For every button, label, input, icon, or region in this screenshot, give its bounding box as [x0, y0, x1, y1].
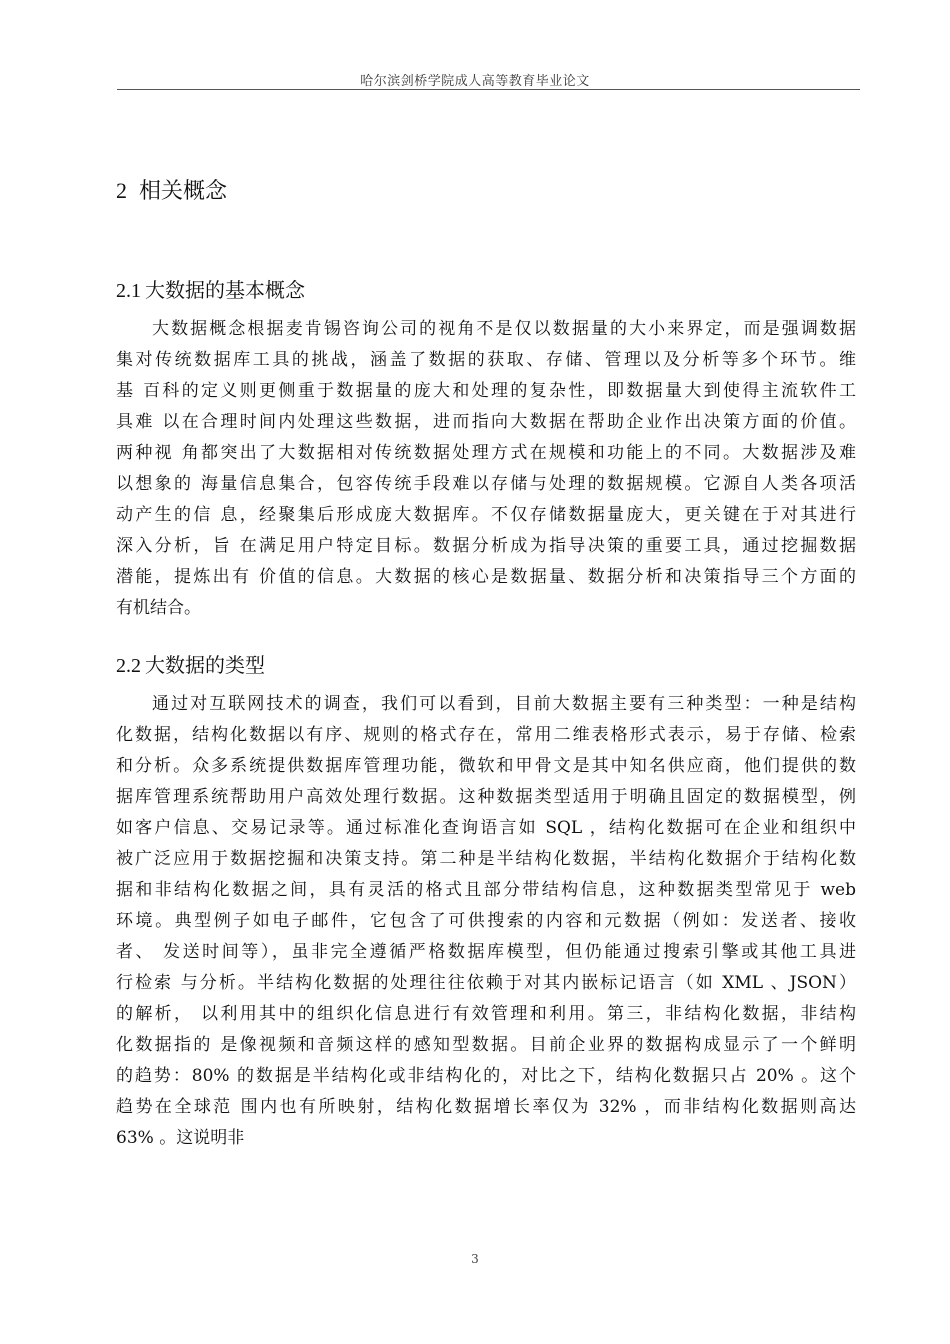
- text-line: 深入分析，旨 在满足用户特定目标。数据分析成为指导决策的重要工具，通过挖掘数据: [116, 536, 856, 556]
- chapter-title-text: 相关概念: [139, 179, 228, 204]
- text-line: 化数据，结构化数据以有序、规则的格式存在，常用二维表格形式表示，易于存储、检索: [116, 725, 856, 745]
- text-line: 化数据指的 是像视频和音频这样的感知型数据。目前企业界的数据构成显示了一个鲜明: [116, 1035, 856, 1055]
- text-line: 者、 发送时间等），虽非完全遵循严格数据库模型，但仍能通过搜索引擎或其他工具进: [116, 942, 856, 962]
- text-line: 动产生的信 息，经聚集后形成庞大数据库。不仅存储数据量庞大，更关键在于对其进行: [116, 505, 856, 525]
- text-line: 据和非结构化数据之间，具有灵活的格式且部分带结构信息，这种数据类型常见于 web: [116, 880, 856, 900]
- text-line: 行检索 与分析。半结构化数据的处理往往依赖于对其内嵌标记语言（如 XML 、JSON）: [116, 973, 856, 993]
- paragraph-big-data-concept: [116, 314, 856, 624]
- text-line: 基 百科的定义则更侧重于数据量的庞大和处理的复杂性，即数据量大到使得主流软件工: [116, 381, 856, 401]
- text-line: 大数据概念根据麦肯锡咨询公司的视角不是仅以数据量的大小来界定，而是强调数据: [152, 319, 856, 339]
- section-title-text: 大数据的基本概念: [145, 278, 305, 302]
- page-number: 3: [471, 1252, 479, 1266]
- section-number: 2.1: [116, 280, 141, 302]
- text-line: 趋势在全球范 围内也有所映射，结构化数据增长率仅为 32% ，而非结构化数据则高达: [116, 1097, 856, 1117]
- text-line: 的趋势：80% 的数据是半结构化或非结构化的，对比之下，结构化数据只占 20% 。这个: [116, 1066, 856, 1086]
- text-line: 两种视 角都突出了大数据相对传统数据处理方式在规模和功能上的不同。大数据涉及难: [116, 443, 856, 463]
- text-line: 环境。典型例子如电子邮件，它包含了可供搜索的内容和元数据（例如：发送者、接收: [116, 911, 856, 931]
- text-line: 的解析， 以利用其中的组织化信息进行有效管理和利用。第三，非结构化数据，非结构: [116, 1004, 856, 1024]
- chapter-number: 2: [116, 178, 127, 203]
- header-title: 哈尔滨剑桥学院成人高等教育毕业论文: [360, 74, 590, 89]
- text-line: 有机结合。: [116, 598, 201, 618]
- section-title-text: 大数据的类型: [145, 653, 265, 677]
- section-number: 2.2: [116, 655, 141, 677]
- chapter-title: [116, 174, 227, 205]
- text-line: 和分析。众多系统提供数据库管理功能，微软和甲骨文是其中知名供应商，他们提供的数: [116, 756, 856, 776]
- text-line: 以想象的 海量信息集合，包容传统手段难以存储与处理的数据规模。它源自人类各项活: [116, 474, 856, 494]
- text-line: 通过对互联网技术的调查，我们可以看到，目前大数据主要有三种类型：一种是结构: [152, 694, 856, 714]
- text-line: 如客户信息、交易记录等。通过标准化查询语言如 SQL ，结构化数据可在企业和组织中: [116, 818, 856, 838]
- text-line: 集对传统数据库工具的挑战，涵盖了数据的获取、存储、管理以及分析等多个环节。维: [116, 350, 856, 370]
- text-line: 具难 以在合理时间内处理这些数据，进而指向大数据在帮助企业作出决策方面的价值。: [116, 412, 856, 432]
- text-line: 据库管理系统帮助用户高效处理行数据。这种数据类型适用于明确且固定的数据模型，例: [116, 787, 856, 807]
- section-title-2-1: [116, 274, 305, 303]
- text-line: 被广泛应用于数据挖掘和决策支持。第二种是半结构化数据，半结构化数据介于结构化数: [116, 849, 856, 869]
- text-line: 63% 。这说明非: [116, 1128, 245, 1148]
- section-title-2-2: [116, 649, 265, 678]
- header-divider: [117, 89, 860, 90]
- text-line: 潜能，提炼出有 价值的信息。大数据的核心是数据量、数据分析和决策指导三个方面的: [116, 567, 856, 587]
- paragraph-big-data-types: [116, 689, 856, 1154]
